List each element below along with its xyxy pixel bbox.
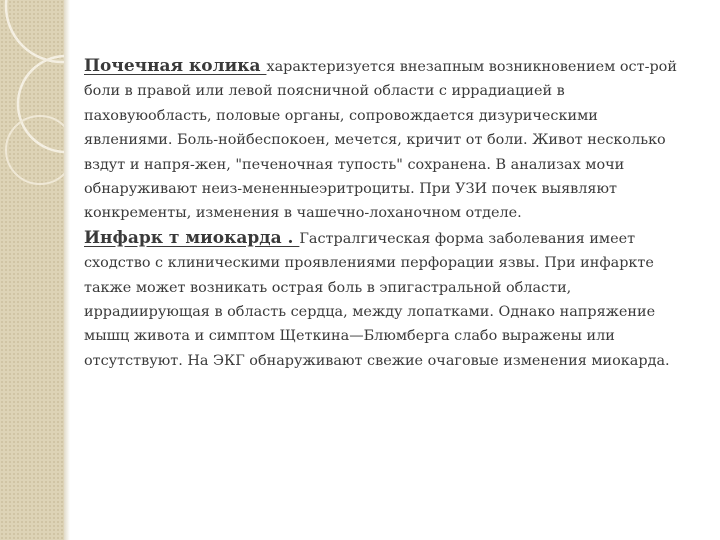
decorative-side-band — [0, 0, 64, 540]
heading-myocardial-infarction: Инфарк т миокарда . — [84, 227, 300, 248]
swirl-decoration — [0, 0, 64, 540]
text-renal-colic: характеризуется внезапным возникновением ост-рой боли в правой или левой поясничной области с иррадиацией в паховуюобласть, половые органы, сопровождается дизурическими явлениями. Боль-нойбеспокоен, мечется, кричит от боли. Живот несколько вздут и напря-жен, "печеночная тупость" сохранена. В анализах мочи обнаруживают неиз-мененныеэритроциты. При УЗИ почек выявляют конкременты, изменения в чашечно-лоханочном отделе. — [84, 59, 677, 222]
slide-content — [84, 54, 684, 373]
heading-renal-colic: Почечная колика — [84, 56, 267, 76]
band-edge-shadow — [64, 0, 70, 540]
text-myocardial-infarction: Гастралгическая форма заболевания имеет сходство с клиническими проявлениями перфорации язвы. При инфаркте также может возникать острая боль в эпигастральной области, иррадиирующая в область сердца, между лопатками. Однако напряжение мышц живота и симптом Щеткина—Блюмберга слабо выражены или отсутствуют. На ЭКГ обнаруживают свежие очаговые изменения миокарда. — [84, 230, 670, 369]
paragraph-myocardial-infarction — [84, 226, 684, 373]
paragraph-renal-colic — [84, 54, 684, 226]
